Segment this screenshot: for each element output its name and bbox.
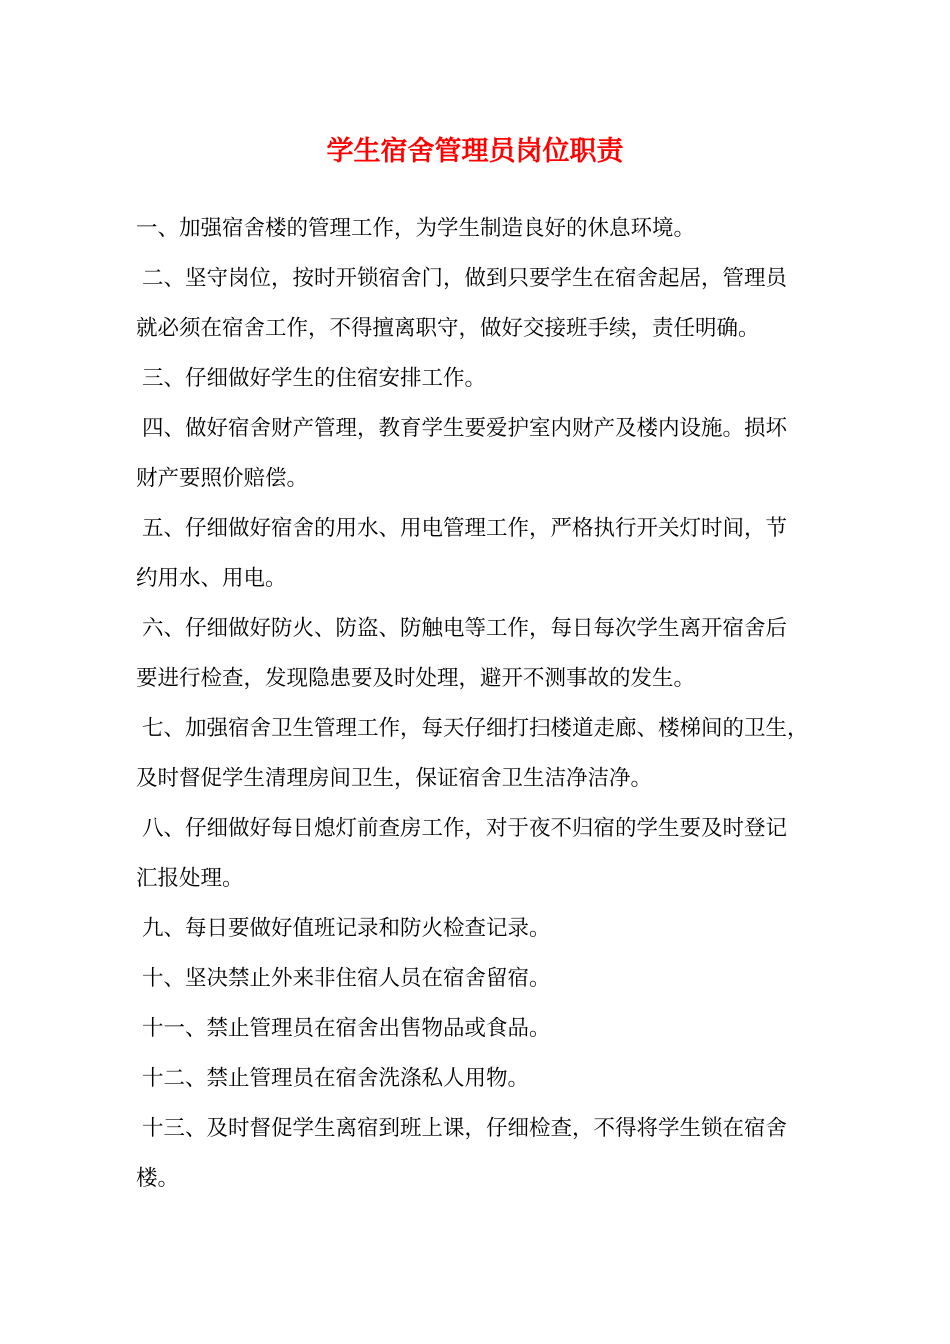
paragraph-line: 及时督促学生清理房间卫生，保证宿舍卫生洁净洁净。 [136, 766, 653, 791]
paragraph-line: 一、加强宿舍楼的管理工作，为学生制造良好的休息环境。 [136, 216, 696, 241]
paragraph-line: 汇报处理。 [136, 866, 244, 891]
duty-paragraph [136, 1004, 826, 1054]
paragraph-line: 六、仔细做好防火、防盗、防触电等工作，每日每次学生离开宿舍后 [142, 616, 788, 641]
paragraph-line: 十三、及时督促学生离宿到班上课，仔细检查，不得将学生锁在宿舍 [142, 1116, 788, 1141]
paragraph-line: 八、仔细做好每日熄灯前查房工作，对于夜不归宿的学生要及时登记 [142, 816, 788, 841]
duty-paragraph [136, 604, 826, 704]
duty-paragraph [136, 804, 826, 904]
duty-paragraph [136, 254, 826, 354]
duty-paragraph [136, 904, 826, 954]
document-body [136, 204, 826, 1204]
paragraph-line: 十二、禁止管理员在宿舍洗涤私人用物。 [142, 1066, 530, 1091]
duty-paragraph [136, 1054, 826, 1104]
duty-paragraph [136, 504, 826, 604]
document-title: 学生宿舍管理员岗位职责 [326, 136, 624, 167]
paragraph-line: 七、加强宿舍卫生管理工作，每天仔细打扫楼道走廊、楼梯间的卫生， [142, 716, 809, 741]
paragraph-line: 十一、禁止管理员在宿舍出售物品或食品。 [142, 1016, 551, 1041]
duty-paragraph [136, 704, 826, 804]
paragraph-line: 四、做好宿舍财产管理，教育学生要爱护室内财产及楼内设施。损坏 [142, 416, 788, 441]
paragraph-line: 财产要照价赔偿。 [136, 466, 309, 491]
duty-paragraph [136, 354, 826, 404]
duty-paragraph [136, 404, 826, 504]
paragraph-line: 十、坚决禁止外来非住宿人员在宿舍留宿。 [142, 966, 551, 991]
paragraph-line: 三、仔细做好学生的住宿安排工作。 [142, 366, 487, 391]
duty-paragraph [136, 954, 826, 1004]
paragraph-line: 五、仔细做好宿舍的用水、用电管理工作，严格执行开关灯时间，节 [142, 516, 788, 541]
paragraph-line: 楼。 [136, 1166, 180, 1191]
paragraph-line: 要进行检查，发现隐患要及时处理，避开不测事故的发生。 [136, 666, 696, 691]
paragraph-line: 二、坚守岗位，按时开锁宿舍门，做到只要学生在宿舍起居，管理员 [142, 266, 788, 291]
duty-paragraph [136, 1104, 826, 1204]
duty-paragraph [136, 204, 826, 254]
paragraph-line: 就必须在宿舍工作，不得擅离职守，做好交接班手续，责任明确。 [136, 316, 760, 341]
paragraph-line: 九、每日要做好值班记录和防火检查记录。 [142, 916, 551, 941]
paragraph-line: 约用水、用电。 [136, 566, 287, 591]
